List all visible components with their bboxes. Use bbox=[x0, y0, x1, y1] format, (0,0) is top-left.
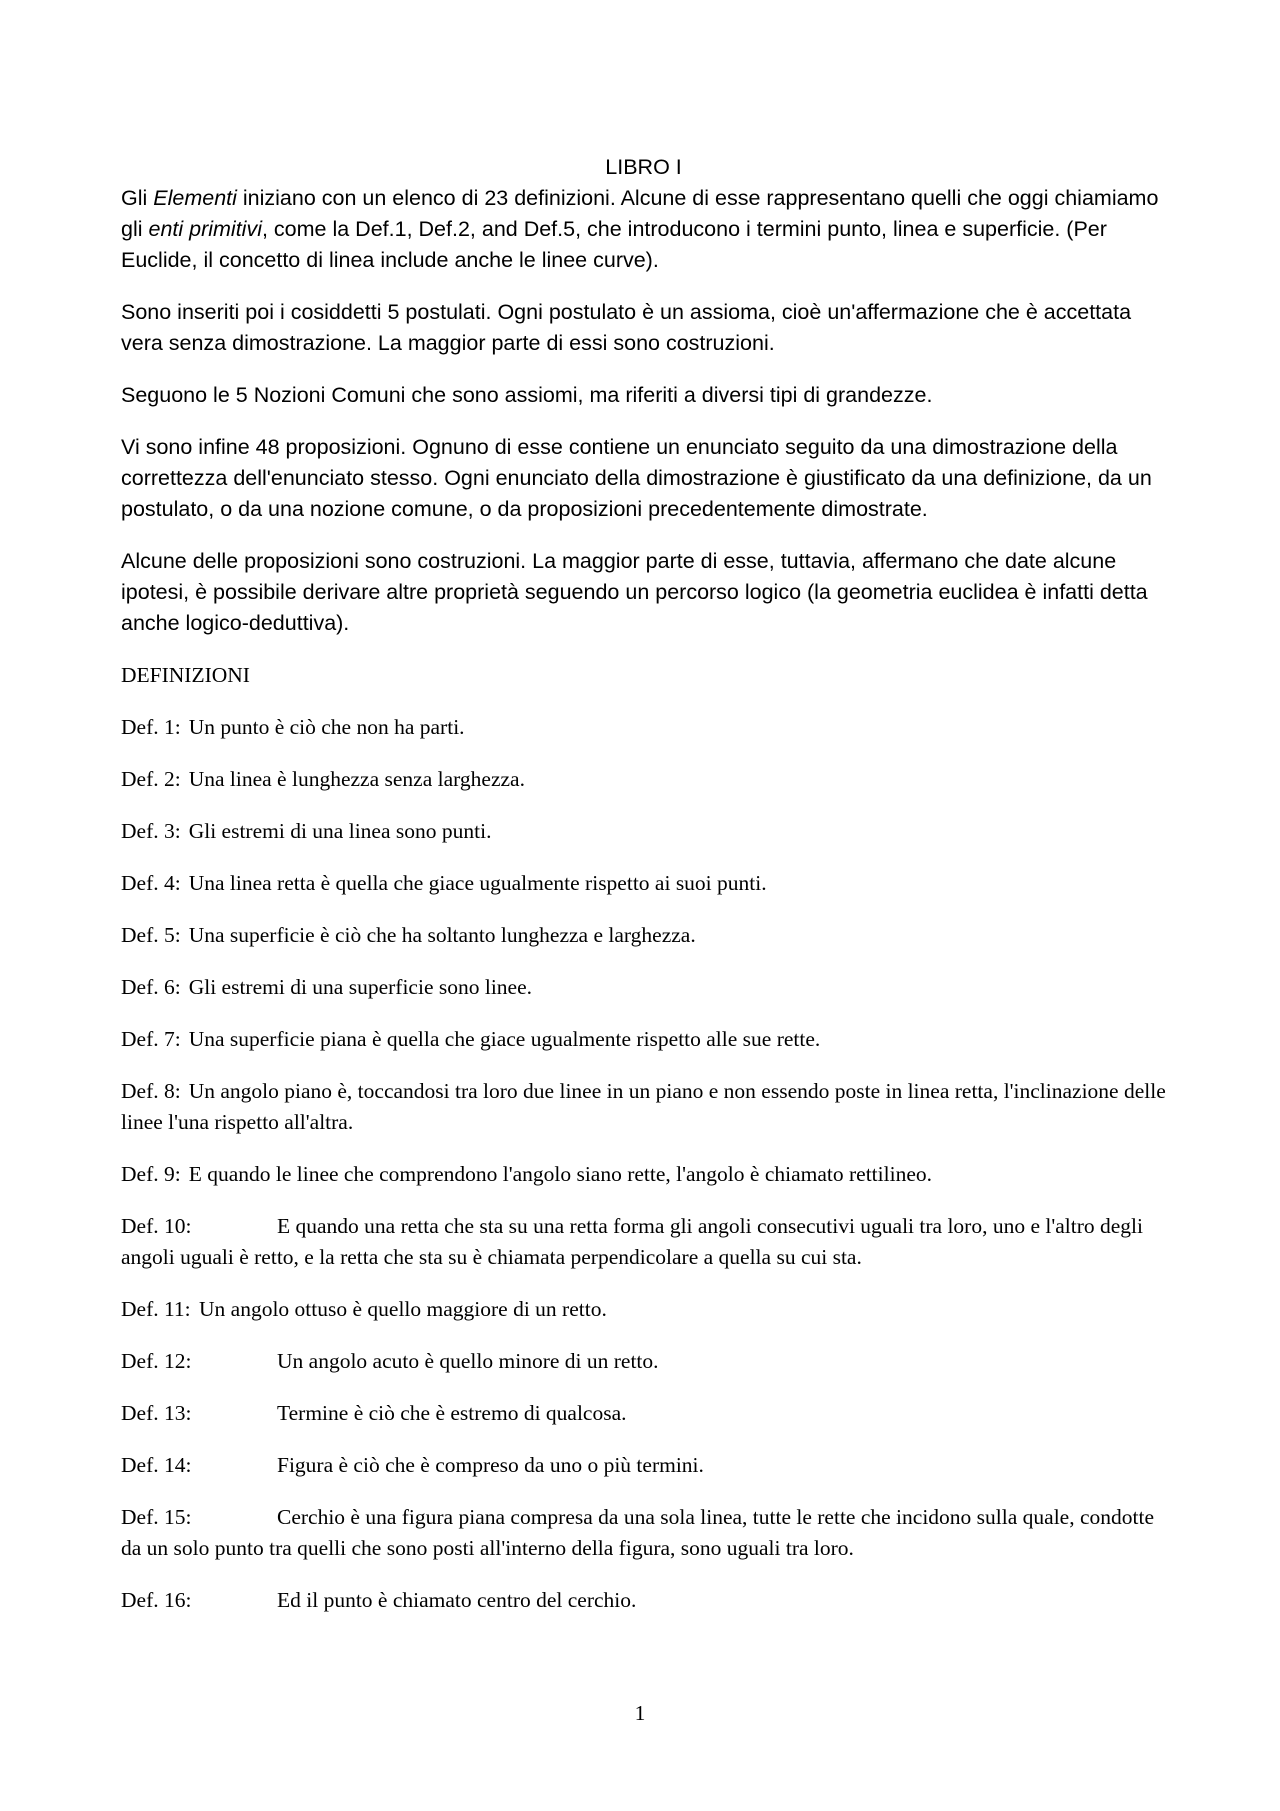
definition-text: Ed il punto è chiamato centro del cerchio. bbox=[277, 1588, 637, 1612]
definition-text: Un punto è ciò che non ha parti. bbox=[188, 715, 465, 739]
definition-6 bbox=[121, 972, 1166, 1003]
definition-number: Def. 5: bbox=[121, 923, 181, 947]
definition-text: Un angolo acuto è quello minore di un retto. bbox=[277, 1349, 659, 1373]
definition-10 bbox=[121, 1211, 1166, 1273]
definition-number: Def. 1: bbox=[121, 715, 181, 739]
definition-text: E quando una retta che sta su una retta forma gli angoli consecutivi uguali tra loro, uno e l'altro degli angoli uguali è retto, e la retta che sta su è chiamata perpendicolare a quella su cui sta. bbox=[121, 1214, 1143, 1269]
definitions-heading: DEFINIZIONI bbox=[121, 663, 250, 687]
definition-number: Def. 11: bbox=[121, 1297, 191, 1321]
definition-14 bbox=[121, 1450, 1166, 1481]
definition-number: Def. 6: bbox=[121, 975, 181, 999]
intro-p1-part-b: iniziano con un elenco di 23 definizioni. Alcune di esse rappresentano quelli che oggi chiamiamo gli bbox=[121, 186, 1159, 241]
definition-number: Def. 4: bbox=[121, 871, 181, 895]
definition-text: Un angolo piano è, toccandosi tra loro due linee in un piano e non essendo poste in linea retta, l'inclinazione delle linee l'una rispetto all'altra. bbox=[121, 1079, 1166, 1134]
definition-number: Def. 7: bbox=[121, 1027, 181, 1051]
definition-15 bbox=[121, 1502, 1166, 1564]
intro-paragraph-1 bbox=[121, 183, 1166, 276]
intro-p1-part-c: , come la Def.1, Def.2, and Def.5, che introducono i termini punto, linea e superficie. (Per Euclide, il concetto di linea include anche le linee curve). bbox=[121, 217, 1107, 272]
definition-text: E quando le linee che comprendono l'angolo siano rette, l'angolo è chiamato rettilineo. bbox=[188, 1162, 932, 1186]
intro-p1-emphasis-elementi: Elementi bbox=[153, 186, 237, 210]
definition-text: Una superficie è ciò che ha soltanto lunghezza e larghezza. bbox=[188, 923, 696, 947]
page-content bbox=[121, 152, 1166, 1637]
intro-paragraph-5: Alcune delle proposizioni sono costruzioni. La maggior parte di esse, tuttavia, affermano che date alcune ipotesi, è possibile derivare altre proprietà seguendo un percorso logico (la geometria euclidea è infatti detta anche logico-deduttiva). bbox=[121, 549, 1148, 635]
definition-1 bbox=[121, 712, 1166, 743]
definition-number: Def. 2: bbox=[121, 767, 181, 791]
definition-7 bbox=[121, 1024, 1166, 1055]
definition-number: Def. 13: bbox=[121, 1401, 192, 1425]
definition-number: Def. 15: bbox=[121, 1505, 192, 1529]
definition-11 bbox=[121, 1294, 1166, 1325]
definition-4 bbox=[121, 868, 1166, 899]
definition-number: Def. 3: bbox=[121, 819, 181, 843]
definition-text: Un angolo ottuso è quello maggiore di un retto. bbox=[199, 1297, 607, 1321]
definition-13 bbox=[121, 1398, 1166, 1429]
definition-number: Def. 9: bbox=[121, 1162, 181, 1186]
definition-text: Gli estremi di una linea sono punti. bbox=[188, 819, 492, 843]
intro-p1-part-a: Gli bbox=[121, 186, 154, 210]
definition-9 bbox=[121, 1159, 1166, 1190]
definition-text: Una linea è lunghezza senza larghezza. bbox=[188, 767, 525, 791]
definition-3 bbox=[121, 816, 1166, 847]
definition-text: Una superficie piana è quella che giace ugualmente rispetto alle sue rette. bbox=[188, 1027, 821, 1051]
page-number: 1 bbox=[634, 1701, 646, 1725]
definition-12 bbox=[121, 1346, 1166, 1377]
definition-text: Figura è ciò che è compreso da uno o più termini. bbox=[277, 1453, 704, 1477]
definition-16 bbox=[121, 1585, 1166, 1616]
definition-number: Def. 10: bbox=[121, 1214, 192, 1238]
definition-2 bbox=[121, 764, 1166, 795]
definition-number: Def. 12: bbox=[121, 1349, 192, 1373]
definition-text: Termine è ciò che è estremo di qualcosa. bbox=[277, 1401, 627, 1425]
definition-number: Def. 8: bbox=[121, 1079, 181, 1103]
definition-text: Una linea retta è quella che giace ugualmente rispetto ai suoi punti. bbox=[188, 871, 767, 895]
definition-text: Cerchio è una figura piana compresa da una sola linea, tutte le rette che incidono sulla quale, condotte da un solo punto tra quelli che sono posti all'interno della figura, sono uguali tra loro. bbox=[121, 1505, 1154, 1560]
definition-8 bbox=[121, 1076, 1166, 1138]
page-title: LIBRO I bbox=[605, 155, 682, 179]
definition-text: Gli estremi di una superficie sono linee. bbox=[188, 975, 533, 999]
intro-paragraph-2: Sono inseriti poi i cosiddetti 5 postulati. Ogni postulato è un assioma, cioè un'affermazione che è accettata vera senza dimostrazione. La maggior parte di essi sono costruzioni. bbox=[121, 300, 1132, 355]
definition-5 bbox=[121, 920, 1166, 951]
intro-paragraph-3: Seguono le 5 Nozioni Comuni che sono assiomi, ma riferiti a diversi tipi di grandezze. bbox=[121, 383, 933, 407]
definition-number: Def. 14: bbox=[121, 1453, 192, 1477]
intro-p1-emphasis-enti-primitivi: enti primitivi bbox=[148, 217, 262, 241]
intro-paragraph-4: Vi sono infine 48 proposizioni. Ognuno di esse contiene un enunciato seguito da una dimostrazione della correttezza dell'enunciato stesso. Ogni enunciato della dimostrazione è giustificato da una definizione, da un postulato, o da una nozione comune, o da proposizioni precedentemente dimostrate. bbox=[121, 435, 1152, 521]
definition-number: Def. 16: bbox=[121, 1588, 192, 1612]
